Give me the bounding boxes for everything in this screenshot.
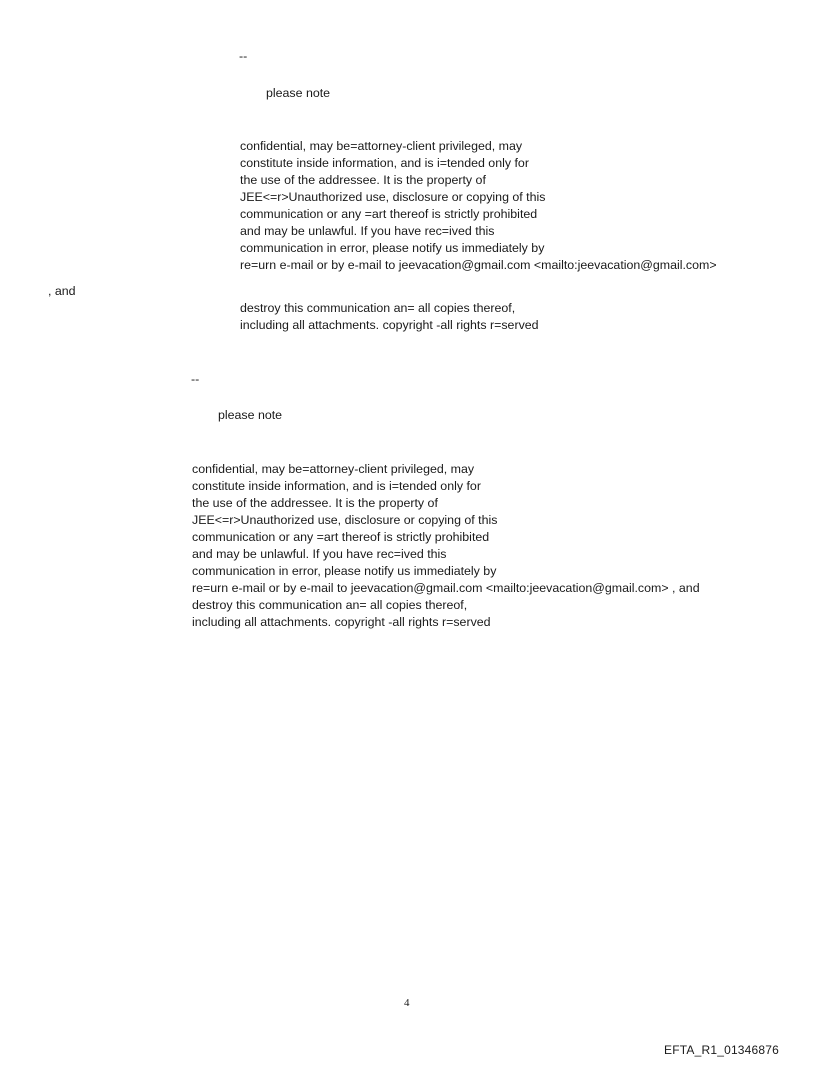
block2-separator: -- bbox=[191, 372, 200, 386]
block2-line: including all attachments. copyright -all rights r=served bbox=[192, 615, 491, 629]
block1-line: including all attachments. copyright -all rights r=served bbox=[240, 318, 539, 332]
block1-line: communication in error, please notify us immediately by bbox=[240, 241, 545, 255]
block1-disclaimer-a bbox=[240, 138, 717, 274]
bates-number: EFTA_R1_01346876 bbox=[664, 1043, 780, 1057]
block1-separator: -- bbox=[239, 49, 248, 63]
block1-line: JEE<=r>Unauthorized use, disclosure or copying of this bbox=[240, 190, 546, 204]
block2-line: JEE<=r>Unauthorized use, disclosure or copying of this bbox=[192, 513, 498, 527]
block2-line: re=urn e-mail or by e-mail to jeevacation@gmail.com <mailto:jeevacation@gmail.com> , and bbox=[192, 581, 700, 595]
block1-wrapped-fragment: , and bbox=[48, 284, 76, 298]
block1-line: constitute inside information, and is i=tended only for bbox=[240, 156, 529, 170]
block1-line: the use of the addressee. It is the property of bbox=[240, 173, 486, 187]
block2-disclaimer bbox=[192, 461, 700, 631]
block1-line: and may be unlawful. If you have rec=ived this bbox=[240, 224, 495, 238]
block2-line: constitute inside information, and is i=tended only for bbox=[192, 479, 481, 493]
block2-line: the use of the addressee. It is the property of bbox=[192, 496, 438, 510]
block2-line: communication in error, please notify us immediately by bbox=[192, 564, 497, 578]
block2-line: and may be unlawful. If you have rec=ived this bbox=[192, 547, 447, 561]
block2-line: communication or any =art thereof is strictly prohibited bbox=[192, 530, 490, 544]
block2-line: confidential, may be=attorney-client privileged, may bbox=[192, 462, 475, 476]
block2-line: destroy this communication an= all copies thereof, bbox=[192, 598, 468, 612]
block1-line: destroy this communication an= all copies thereof, bbox=[240, 301, 516, 315]
block1-disclaimer-b bbox=[240, 300, 539, 334]
block1-note-heading: please note bbox=[266, 86, 331, 100]
block1-line: confidential, may be=attorney-client privileged, may bbox=[240, 139, 523, 153]
block1-line: communication or any =art thereof is strictly prohibited bbox=[240, 207, 538, 221]
block2-note-heading: please note bbox=[218, 408, 283, 422]
page-number: 4 bbox=[404, 997, 410, 1009]
block1-line: re=urn e-mail or by e-mail to jeevacation@gmail.com <mailto:jeevacation@gmail.com> bbox=[240, 258, 717, 272]
